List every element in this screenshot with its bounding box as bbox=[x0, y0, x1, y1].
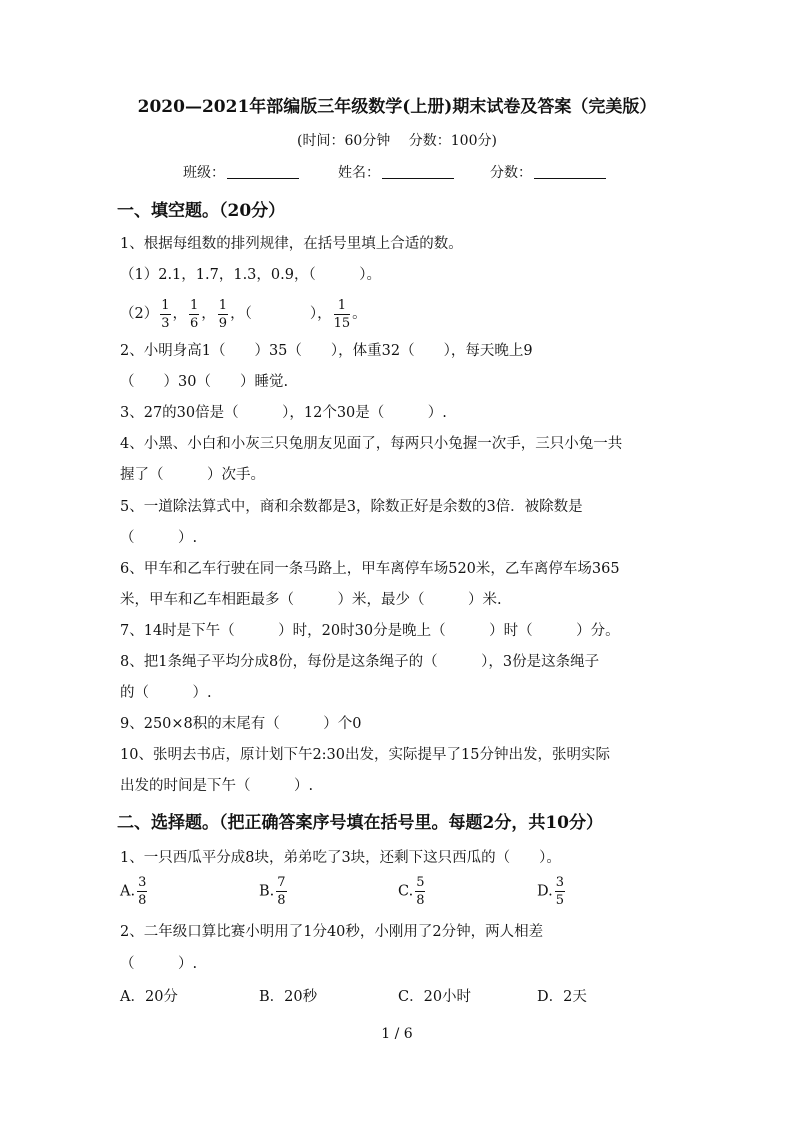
option-d-q2[interactable]: D．2天 bbox=[537, 989, 587, 1005]
option-d[interactable]: D. $\frac{3}{5}$ bbox=[537, 875, 564, 908]
choice-question-2-line1: 2、二年级口算比赛小明用了1分40秒，小刚用了2分钟，两人相差 bbox=[120, 924, 544, 940]
section1-heading: 一、填空题。（20分） bbox=[117, 201, 286, 221]
option-c[interactable]: C. $\frac{5}{8}$ bbox=[398, 875, 425, 908]
name-label: 姓名： bbox=[338, 165, 380, 181]
question-9: 9、250×8积的末尾有（ ）个0 bbox=[120, 716, 362, 732]
option-c-q2[interactable]: C．20小时 bbox=[398, 989, 472, 1005]
q1-2-prefix: （2） bbox=[120, 306, 159, 322]
choice-question-1: 1、一只西瓜平分成8块，弟弟吃了3块，还剩下这只西瓜的（ ）。 bbox=[120, 850, 561, 866]
score-label: 分数： bbox=[490, 165, 532, 181]
score-blank[interactable] bbox=[534, 164, 606, 179]
fraction: $\frac{1}{3}$ bbox=[161, 297, 170, 331]
question-7: 7、14时是下午（ ）时，20时30分是晚上（ ）时（ ）分。 bbox=[120, 623, 620, 639]
option-b-q2[interactable]: B．20秒 bbox=[259, 989, 318, 1005]
option-a[interactable]: A. $\frac{3}{8}$ bbox=[120, 875, 147, 908]
question-10-line1: 10、张明去书店，原计划下午2:30出发，实际提早了15分钟出发，张明实际 bbox=[120, 747, 610, 763]
question-1: 1、根据每组数的排列规律，在括号里填上合适的数。 bbox=[120, 236, 463, 252]
option-a-q2[interactable]: A．20分 bbox=[120, 989, 178, 1005]
class-label: 班级： bbox=[183, 165, 225, 181]
question-6-line2: 米，甲车和乙车相距最多（ ）米，最少（ ）米. bbox=[120, 592, 502, 608]
page-number: 1 / 6 bbox=[381, 1026, 413, 1042]
fraction: $\frac{1}{9}$ bbox=[218, 297, 228, 331]
option-b[interactable]: B. $\frac{7}{8}$ bbox=[259, 875, 286, 908]
name-blank[interactable] bbox=[382, 164, 454, 179]
class-field bbox=[183, 162, 299, 182]
question-4-line2: 握了（ ）次手。 bbox=[120, 467, 265, 483]
score-field bbox=[490, 162, 606, 182]
exam-title: 2020—2021年部编版三年级数学(上册)期末试卷及答案（完美版） bbox=[137, 97, 657, 117]
question-4-line1: 4、小黑、小白和小灰三只兔朋友见面了，每两只小兔握一次手，三只小兔一共 bbox=[120, 436, 623, 452]
question-6-line1: 6、甲车和乙车行驶在同一条马路上，甲车离停车场520米，乙车离停车场365 bbox=[120, 561, 620, 577]
class-blank[interactable] bbox=[227, 164, 299, 179]
question-8-line1: 8、把1条绳子平均分成8份，每份是这条绳子的（ ），3份是这条绳子 bbox=[120, 654, 600, 670]
question-8-line2: 的（ ）. bbox=[120, 685, 212, 701]
question-5-line2: （ ）. bbox=[120, 530, 198, 546]
question-2-line1: 2、小明身高1（ ）35（ ），体重32（ ），每天晚上9 bbox=[120, 343, 533, 359]
question-10-line2: 出发的时间是下午（ ）. bbox=[120, 778, 314, 794]
fraction: $\frac{1}{15}$ bbox=[333, 297, 351, 331]
name-field bbox=[338, 162, 454, 182]
exam-subtitle: (时间：60分钟 分数：100分) bbox=[297, 133, 497, 149]
fraction: $\frac{1}{6}$ bbox=[190, 297, 199, 331]
question-2-line2: （ ）30（ ）睡觉. bbox=[120, 374, 289, 390]
question-5-line1: 5、一道除法算式中，商和余数都是3，除数正好是余数的3倍．被除数是 bbox=[120, 499, 583, 515]
section2-heading: 二、选择题。（把正确答案序号填在括号里。每题2分，共10分） bbox=[117, 813, 603, 833]
question-3: 3、27的30倍是（ ），12个30是（ ）. bbox=[120, 405, 447, 421]
choice-question-2-line2: （ ）. bbox=[120, 956, 198, 972]
question-1-part2: （2） $\frac{1}{3}$ ， $\frac{1}{6}$ ， $\frac{1}{9}$ ，（ ）， $\frac{1}{15}$ 。 bbox=[120, 297, 367, 331]
question-1-part1: （1）2.1，1.7，1.3，0.9，（ ）。 bbox=[120, 267, 381, 283]
